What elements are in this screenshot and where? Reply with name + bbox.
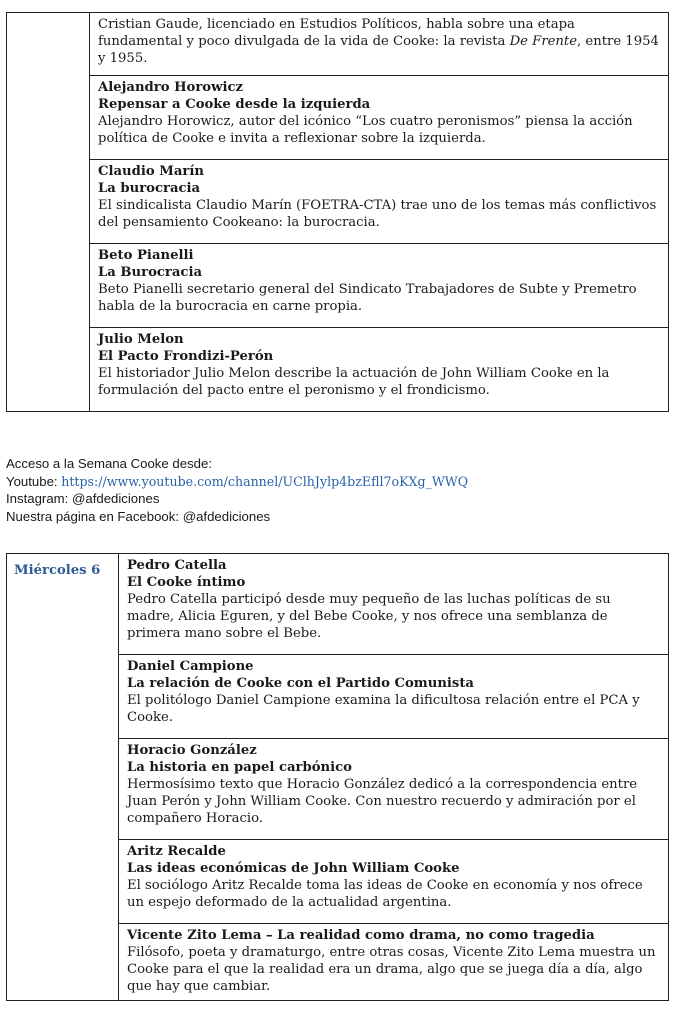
facebook-handle: @afdediciones <box>182 508 271 524</box>
table-row <box>7 244 669 328</box>
instagram-handle: @afdediciones <box>71 491 160 506</box>
youtube-line <box>6 473 670 491</box>
access-intro: Acceso a la Semana Cooke desde: <box>6 456 212 471</box>
schedule-table-wednesday <box>6 553 669 1001</box>
entry-description: El politólogo Daniel Campione examina la dificultosa relación entre el PCA y Cooke. <box>127 693 640 725</box>
entry-description: Alejandro Horowicz, autor del icónico “Los cuatro peronismos” piensa la acción política de Cooke e invita a reflexionar sobre la izquierda. <box>98 114 633 146</box>
entry-author: Daniel Campione <box>127 659 254 674</box>
entry-description: Hermosísimo texto que Horacio González dedicó a la correspondencia entre Juan Perón y John William Cooke. Con nuestro recuerdo y admiración por el compañero Horacio. <box>127 777 638 826</box>
entry-author: Aritz Recalde <box>127 844 226 859</box>
access-info <box>6 455 670 525</box>
table-row <box>7 76 669 160</box>
entry-author: Horacio González <box>127 743 257 758</box>
day-label: Miércoles 6 <box>14 563 101 578</box>
entry-author: Alejandro Horowicz <box>98 80 243 95</box>
entry-horowicz <box>90 76 669 160</box>
entry-title: Repensar a Cooke desde la izquierda <box>98 97 371 112</box>
entry-author: Claudio Marín <box>98 164 204 179</box>
entry-recalde <box>119 840 669 924</box>
table-row <box>7 328 669 412</box>
entry-description: Cristian Gaude, licenciado en Estudios Políticos, habla sobre una etapa fundamental y poco divulgada de la vida de Cooke: la revista De Frente, entre 1954 y 1955. <box>98 17 659 66</box>
day-cell <box>7 13 90 412</box>
youtube-link[interactable]: https://www.youtube.com/channel/UClhJylp4bzEfll7oKXg_WWQ <box>61 473 469 489</box>
entry-title: El Pacto Frondizi-Perón <box>98 349 274 364</box>
instagram-label: Instagram: <box>6 491 72 506</box>
entry-description: El historiador Julio Melon describe la actuación de John William Cooke en la formulación del pacto entre el peronismo y el frondicismo. <box>98 366 610 398</box>
entry-title: La relación de Cooke con el Partido Comunista <box>127 676 474 691</box>
entry-author: Pedro Catella <box>127 558 227 573</box>
entry-description: El sindicalista Claudio Marín (FOETRA-CTA) trae uno de los temas más conflictivos del pensamiento Cookeano: la burocracia. <box>98 198 657 230</box>
entry-author: Vicente Zito Lema – La realidad como drama, no como tragedia <box>127 928 595 943</box>
entry-catella <box>119 554 669 655</box>
entry-pianelli <box>90 244 669 328</box>
instagram-line <box>6 490 670 508</box>
entry-description: Filósofo, poeta y dramaturgo, entre otras cosas, Vicente Zito Lema muestra un Cooke para el que la realidad era un drama, algo que se juega día a día, algo que hay que cambiar. <box>127 945 656 994</box>
entry-campione <box>119 655 669 739</box>
magazine-title: De Frente <box>509 34 578 49</box>
table-row <box>7 160 669 244</box>
entry-title: La historia en papel carbónico <box>127 760 352 775</box>
entry-melon <box>90 328 669 412</box>
facebook-label: Nuestra página en Facebook: <box>6 508 183 524</box>
youtube-label: Youtube: <box>6 473 62 489</box>
entry-description: Beto Pianelli secretario general del Sindicato Trabajadores de Subte y Premetro habla de la burocracia en carne propia. <box>98 282 637 314</box>
day-cell <box>7 554 119 1001</box>
entry-gaude <box>90 13 669 76</box>
entry-title: La Burocracia <box>98 265 202 280</box>
schedule-table-continued <box>6 12 669 412</box>
entry-title: La burocracia <box>98 181 201 196</box>
entry-description: El sociólogo Aritz Recalde toma las ideas de Cooke en economía y nos ofrece un espejo deformado de la actualidad argentina. <box>127 878 643 910</box>
entry-marin <box>90 160 669 244</box>
entry-author: Julio Melon <box>98 332 184 347</box>
entry-zito-lema <box>119 924 669 1001</box>
entry-title: El Cooke íntimo <box>127 575 246 590</box>
facebook-line <box>6 508 670 526</box>
entry-gonzalez <box>119 739 669 840</box>
table-row <box>7 13 669 76</box>
entry-title: Las ideas económicas de John William Cooke <box>127 861 460 876</box>
entry-author: Beto Pianelli <box>98 248 194 263</box>
entry-description: Pedro Catella participó desde muy pequeño de las luchas políticas de su madre, Alicia Eguren, y del Bebe Cooke, y nos ofrece una semblanza de primera mano sobre el Bebe. <box>127 592 611 641</box>
table-row <box>7 554 669 655</box>
